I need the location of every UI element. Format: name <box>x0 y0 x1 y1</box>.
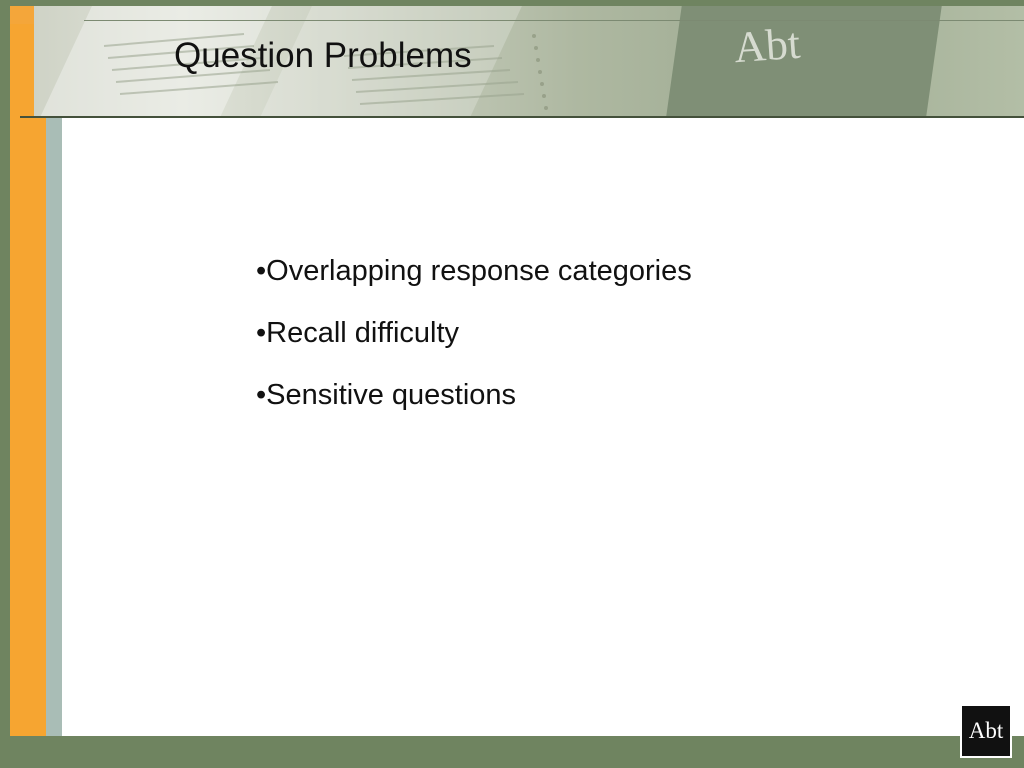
bullet-item: •Overlapping response categories <box>256 255 692 287</box>
left-pale-strip <box>46 118 62 736</box>
bottom-band <box>0 736 1024 768</box>
abt-logo: Abt <box>960 704 1012 758</box>
bullet-item: •Sensitive questions <box>256 379 517 411</box>
slide-title: Question Problems <box>174 36 472 75</box>
banner-logo: Abt <box>732 18 802 73</box>
left-green-strip <box>0 0 10 768</box>
bullet-item: •Recall difficulty <box>256 317 460 349</box>
left-orange-strip <box>10 24 46 736</box>
bullet-list <box>256 250 692 436</box>
